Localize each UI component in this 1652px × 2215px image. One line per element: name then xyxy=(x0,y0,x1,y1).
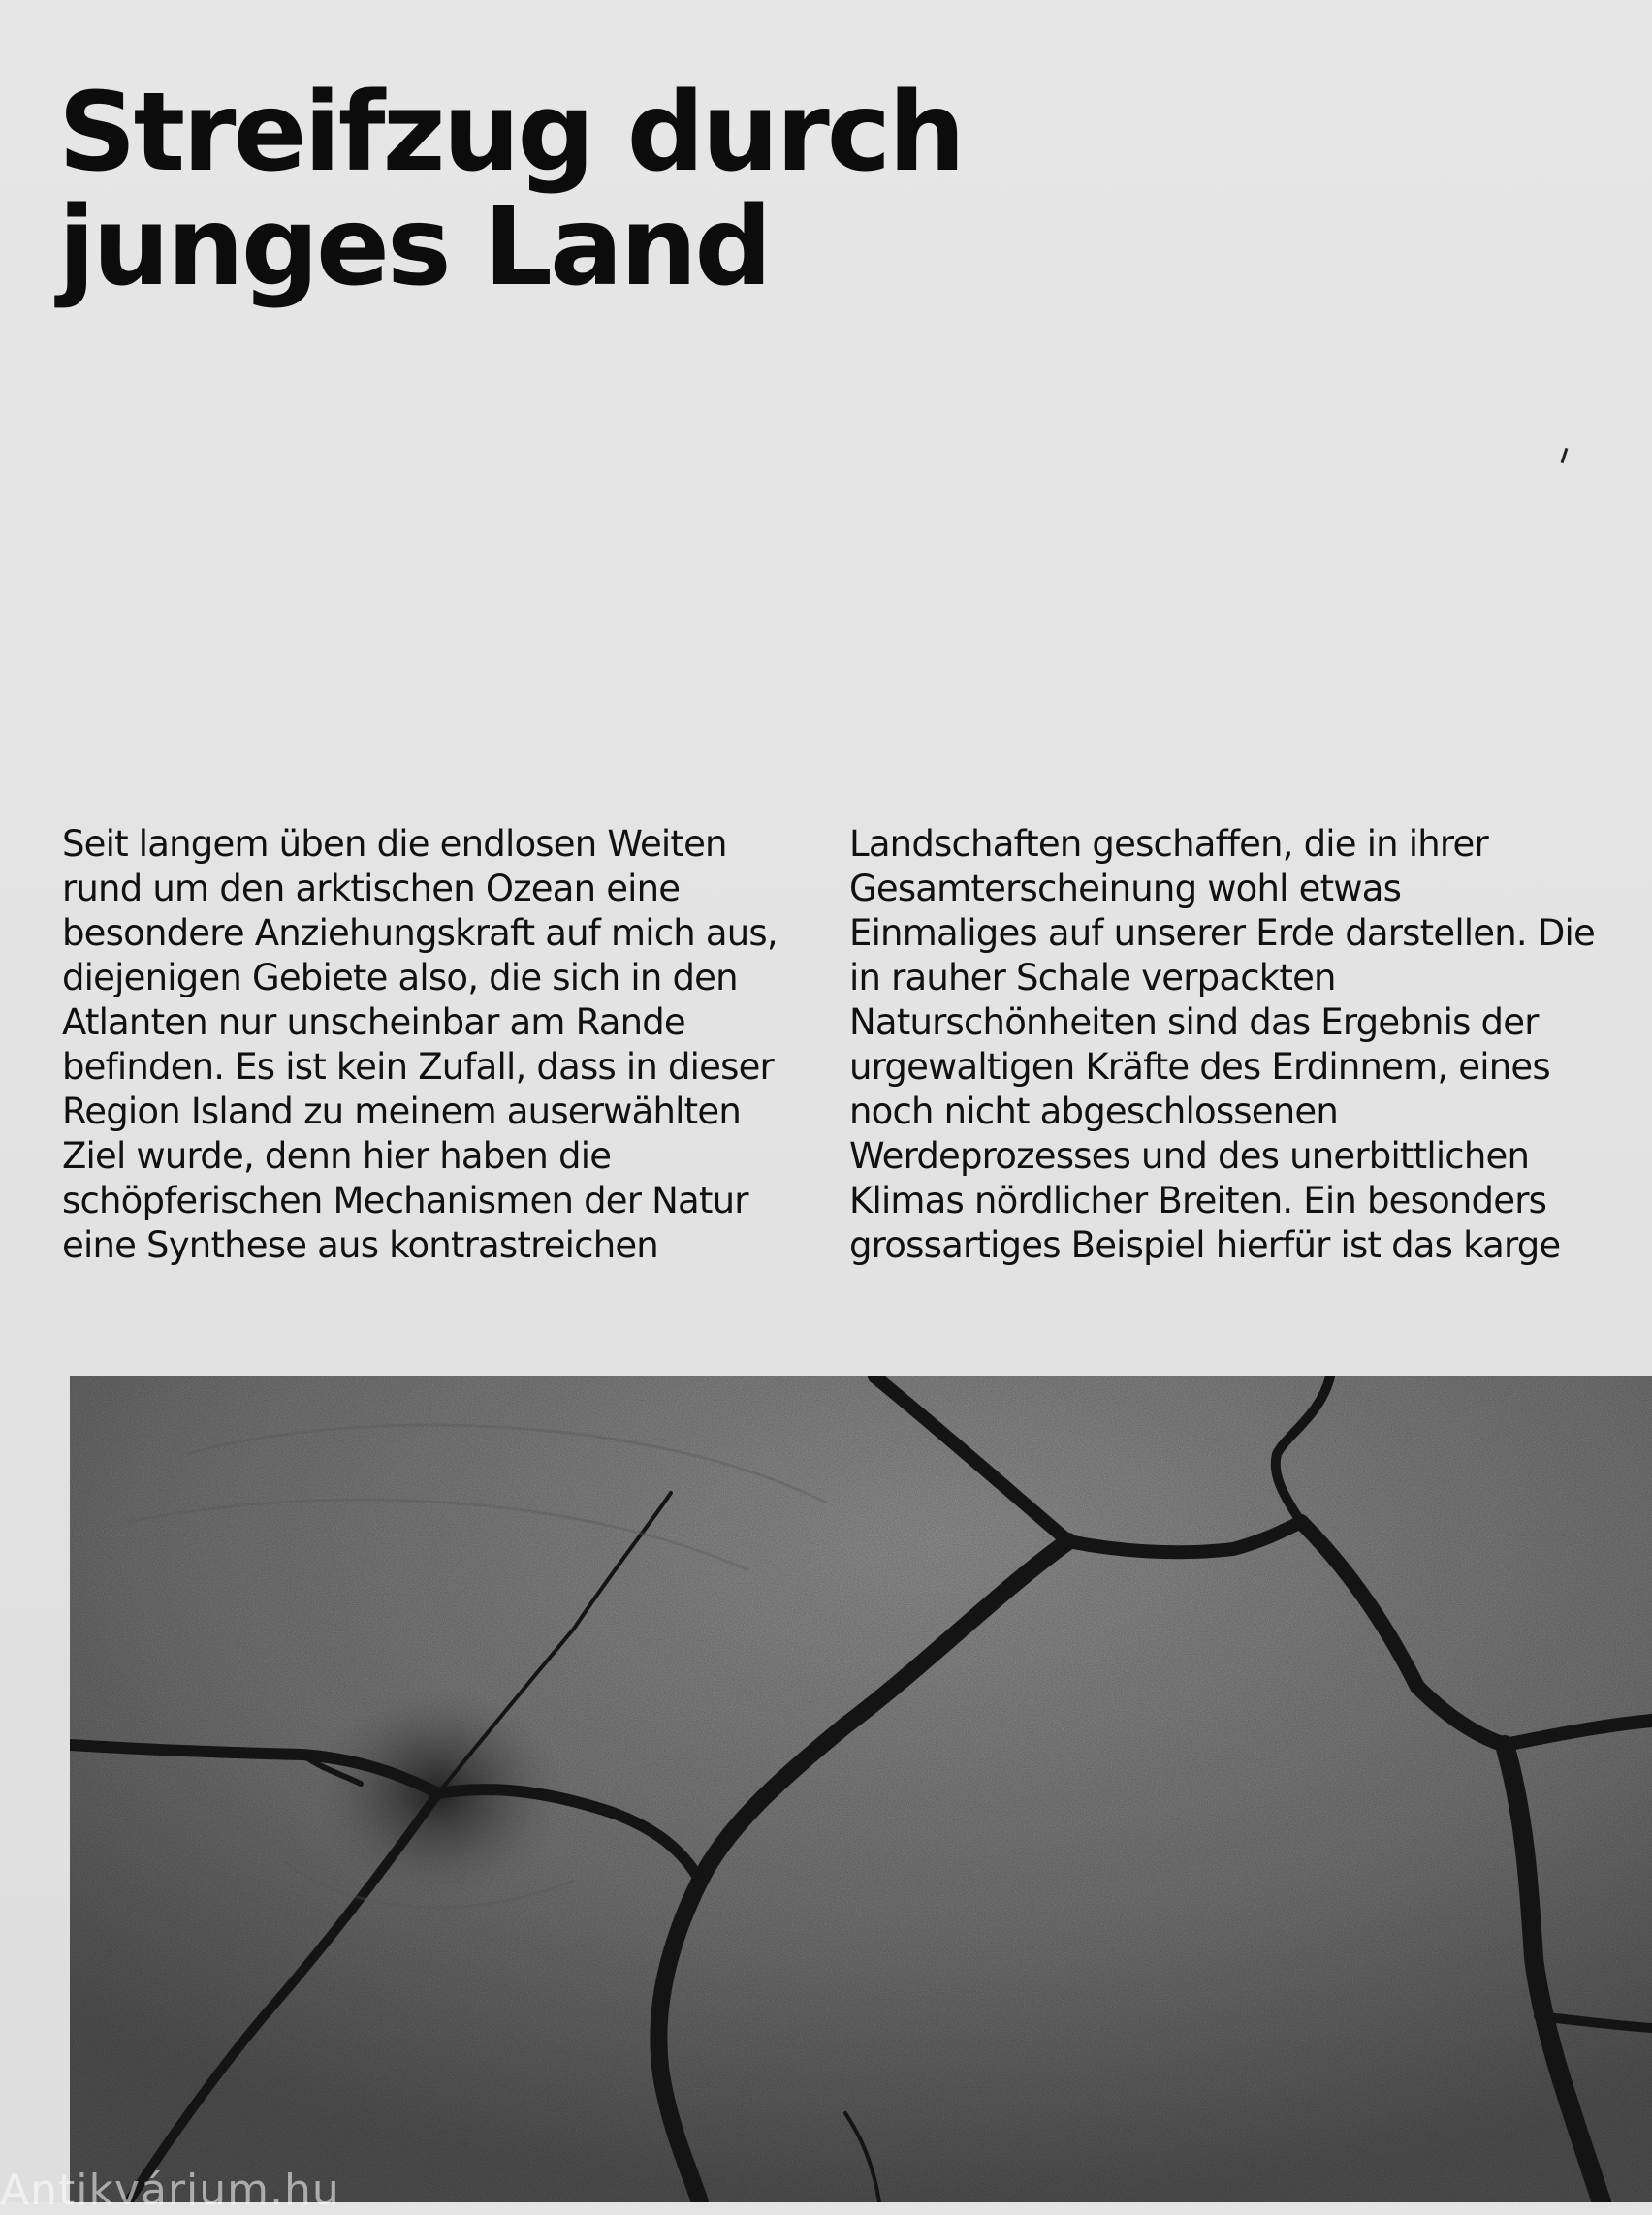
title-line-1: Streifzug durch xyxy=(58,70,963,196)
right-text-column xyxy=(849,822,1595,1268)
text-line: schöpferischen Mechanismen der Natur xyxy=(62,1180,748,1221)
text-line: Gesamterscheinung wohl etwas xyxy=(849,868,1402,909)
text-line: Landschaften geschaffen, die in ihrer xyxy=(849,823,1488,865)
text-line: Klimas nördlicher Breiten. Ein besonders xyxy=(849,1180,1547,1221)
title-line-2: junges Land xyxy=(58,184,770,310)
cracked-mud-icon xyxy=(70,1376,1652,2202)
left-text-column xyxy=(62,822,778,1268)
text-line: diejenigen Gebiete also, die sich in den xyxy=(62,957,738,998)
text-line: Atlanten nur unscheinbar am Rande xyxy=(62,1001,685,1043)
text-line: Region Island zu meinem auserwählten xyxy=(62,1091,741,1132)
text-line: besondere Anziehungskraft auf mich aus, xyxy=(62,912,778,954)
text-line: noch nicht abgeschlossenen xyxy=(849,1091,1339,1132)
text-line: eine Synthese aus kontrastreichen xyxy=(62,1224,658,1266)
text-line: rund um den arktischen Ozean eine xyxy=(62,868,681,909)
text-line: Seit langem üben die endlosen Weiten xyxy=(62,823,727,865)
text-line: Ziel wurde, denn hier haben die xyxy=(62,1135,612,1177)
cracked-mud-photo xyxy=(70,1376,1652,2202)
text-line: grossartiges Beispiel hierfür ist das karge xyxy=(849,1224,1561,1266)
text-line: urgewaltigen Kräfte des Erdinnem, eines xyxy=(849,1046,1550,1088)
stray-ink-mark xyxy=(1561,448,1569,463)
text-line: in rauher Schale verpackten xyxy=(849,957,1336,998)
text-line: befinden. Es ist kein Zufall, dass in dieser xyxy=(62,1046,774,1088)
text-line: Einmaliges auf unserer Erde darstellen. Die xyxy=(849,912,1595,954)
article-title xyxy=(58,70,963,310)
watermark-text: Antikvárium.hu xyxy=(0,2166,340,2215)
text-line: Naturschönheiten sind das Ergebnis der xyxy=(849,1001,1539,1043)
text-line: Werdeprozesses und des unerbittlichen xyxy=(849,1135,1530,1177)
